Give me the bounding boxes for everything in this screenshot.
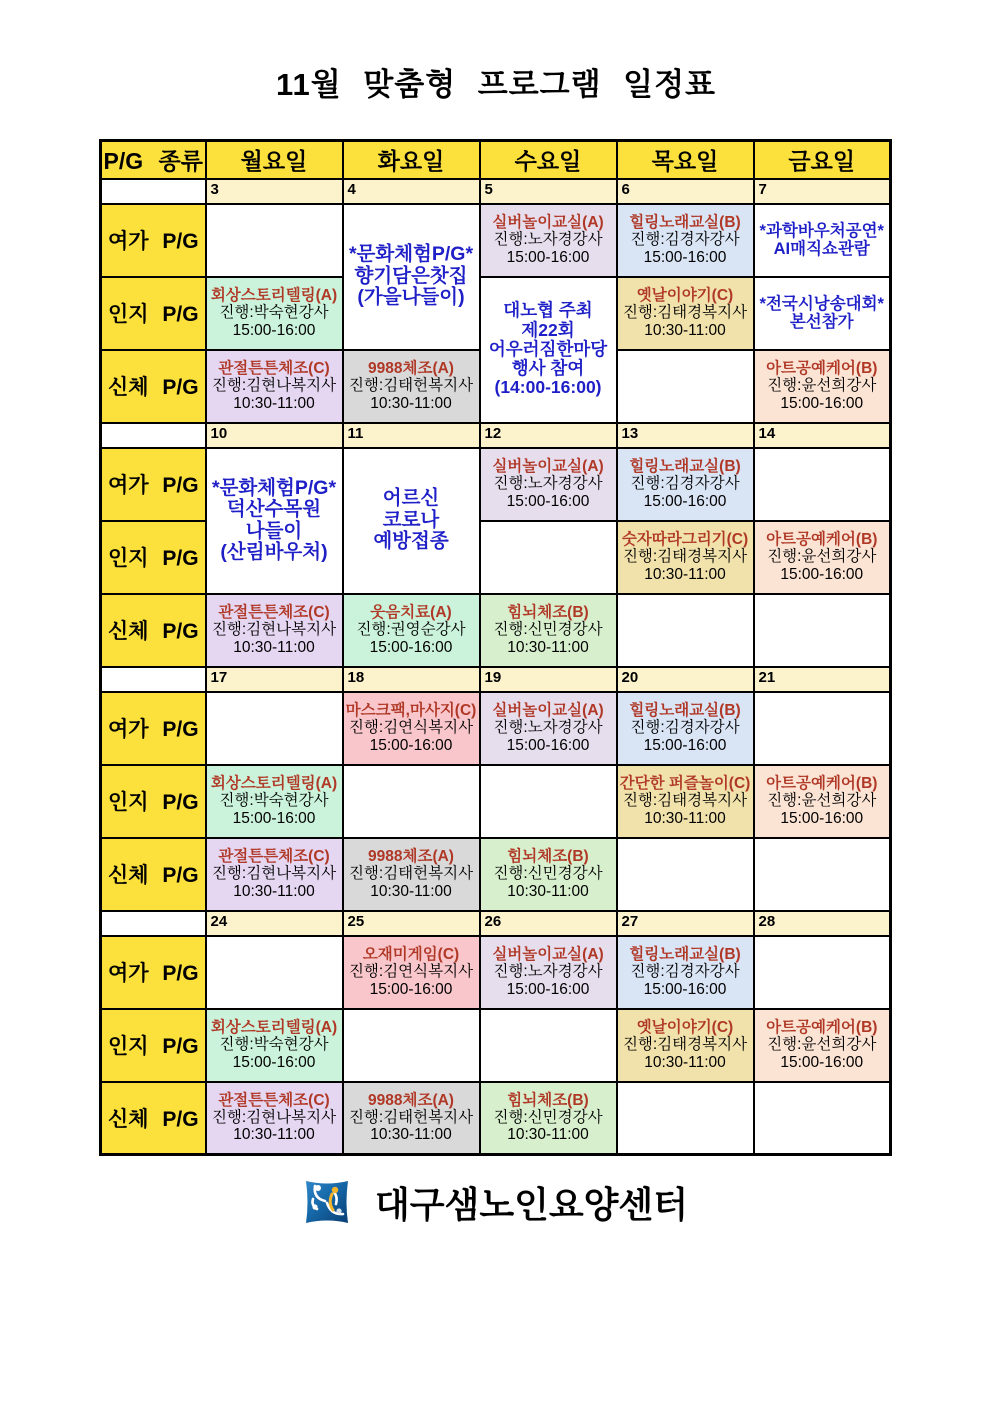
program-title: 옛날이야기(C)	[636, 1019, 734, 1037]
schedule-cell-empty	[480, 1009, 617, 1082]
program-staff: 진행:노자경강사	[493, 719, 603, 737]
program-staff: 진행:윤선희강사	[767, 1036, 877, 1054]
program-title: 아트공예케어(B)	[766, 531, 878, 549]
program-title: 오재미게임(C)	[362, 946, 460, 964]
program-time: 15:00-16:00	[369, 980, 453, 998]
organization-name: 대구샘노인요양센터	[375, 1183, 688, 1225]
event-line: (산림바우처)	[220, 540, 328, 563]
program-time: 10:30-11:00	[370, 882, 452, 900]
program-cell	[617, 521, 754, 594]
event-cell	[754, 204, 891, 277]
program-title: 관절튼튼체조(C)	[218, 360, 330, 378]
schedule-cell-empty	[754, 838, 891, 911]
event-line: *과학바우처공연*	[759, 221, 884, 240]
program-title: 간단한 퍼즐놀이(C)	[619, 775, 751, 793]
event-line: 어우러짐한마당	[488, 338, 608, 359]
program-cell	[617, 277, 754, 350]
program-time: 15:00-16:00	[232, 321, 316, 339]
program-staff: 진행:노자경강사	[493, 963, 603, 981]
program-staff: 진행:김현나복지사	[211, 377, 337, 395]
pg-row-label: 신체 P/G	[101, 1082, 206, 1155]
program-staff: 진행:김경자강사	[630, 475, 740, 493]
pg-row-label: 여가 P/G	[101, 692, 206, 765]
schedule-table	[99, 139, 892, 1156]
event-line: 덕산수목원	[226, 498, 322, 521]
program-cell	[754, 765, 891, 838]
event-line: *전국시낭송대회*	[759, 294, 884, 313]
program-cell	[617, 765, 754, 838]
day-header: 화요일	[343, 141, 480, 179]
program-title: 힐링노래교실(B)	[629, 458, 741, 476]
program-cell	[480, 936, 617, 1009]
program-staff: 진행:김현나복지사	[211, 621, 337, 639]
program-title: 회상스토리텔링(A)	[210, 1019, 338, 1037]
program-title: 웃음치료(A)	[370, 604, 452, 622]
schedule-cell-empty	[206, 692, 343, 765]
program-cell	[206, 1082, 343, 1155]
date-cell: 24	[206, 911, 343, 936]
program-time: 15:00-16:00	[506, 248, 590, 266]
program-title: 실버놀이교실(A)	[492, 458, 604, 476]
program-title: 실버놀이교실(A)	[492, 702, 604, 720]
schedule-cell-empty	[343, 1009, 480, 1082]
program-title: 회상스토리텔링(A)	[210, 287, 338, 305]
date-cell: 21	[754, 667, 891, 692]
program-time: 15:00-16:00	[506, 736, 590, 754]
program-title: 힘뇌체조(B)	[507, 604, 589, 622]
program-time: 10:30-11:00	[507, 882, 589, 900]
program-staff: 진행:김연식복지사	[348, 963, 474, 981]
pg-row-label: 신체 P/G	[101, 350, 206, 423]
event-line: 행사 참여	[511, 358, 585, 379]
date-cell: 19	[480, 667, 617, 692]
program-cell	[617, 448, 754, 521]
program-cell	[617, 936, 754, 1009]
program-cell	[754, 1009, 891, 1082]
program-staff: 진행:김태경복지사	[622, 548, 748, 566]
program-cell	[480, 594, 617, 667]
program-cell	[343, 838, 480, 911]
event-cell	[343, 204, 480, 350]
date-cell: 10	[206, 423, 343, 448]
program-staff: 진행:박숙현강사	[219, 304, 329, 322]
date-cell: 14	[754, 423, 891, 448]
program-cell	[480, 838, 617, 911]
date-row-spacer	[101, 667, 206, 692]
event-line: 코로나	[382, 508, 440, 531]
program-time: 15:00-16:00	[506, 492, 590, 510]
program-cell	[617, 692, 754, 765]
program-staff: 진행:김현나복지사	[211, 865, 337, 883]
program-staff: 진행:윤선희강사	[767, 792, 877, 810]
program-staff: 진행:김경자강사	[630, 963, 740, 981]
schedule-cell-empty	[754, 448, 891, 521]
program-cell	[206, 350, 343, 423]
event-line: (가을나들이)	[357, 286, 465, 309]
day-header: 목요일	[617, 141, 754, 179]
schedule-cell-empty	[754, 692, 891, 765]
pg-row-label: 여가 P/G	[101, 936, 206, 1009]
program-time: 15:00-16:00	[232, 1053, 316, 1071]
program-time: 15:00-16:00	[643, 492, 727, 510]
program-title: 9988체조(A)	[368, 1092, 454, 1110]
program-title: 아트공예케어(B)	[766, 775, 878, 793]
program-cell	[206, 765, 343, 838]
event-line: (14:00-16:00)	[494, 377, 602, 398]
date-cell: 3	[206, 179, 343, 204]
program-time: 15:00-16:00	[780, 394, 864, 412]
footer	[0, 1170, 992, 1234]
program-time: 10:30-11:00	[233, 1126, 315, 1144]
program-time: 10:30-11:00	[233, 394, 315, 412]
program-title: 마스크팩,마사지(C)	[345, 702, 477, 720]
day-header: 금요일	[754, 141, 891, 179]
program-time: 10:30-11:00	[644, 809, 726, 827]
program-time: 10:30-11:00	[370, 394, 452, 412]
schedule-cell-empty	[480, 521, 617, 594]
program-title: 아트공예케어(B)	[766, 1019, 878, 1037]
event-line: 어르신	[382, 487, 440, 510]
program-staff: 진행:김태경복지사	[622, 1036, 748, 1054]
event-line: 향기담은찻집	[354, 264, 468, 287]
program-cell	[480, 448, 617, 521]
date-cell: 11	[343, 423, 480, 448]
program-title: 관절튼튼체조(C)	[218, 848, 330, 866]
program-title: 힘뇌체조(B)	[507, 1092, 589, 1110]
program-time: 10:30-11:00	[644, 1053, 726, 1071]
program-cell	[480, 1082, 617, 1155]
date-cell: 27	[617, 911, 754, 936]
schedule-cell-empty	[754, 1082, 891, 1155]
date-cell: 20	[617, 667, 754, 692]
date-cell: 13	[617, 423, 754, 448]
date-row-spacer	[101, 911, 206, 936]
program-cell	[754, 521, 891, 594]
program-cell	[206, 1009, 343, 1082]
program-staff: 진행:노자경강사	[493, 475, 603, 493]
program-staff: 진행:김태경복지사	[622, 792, 748, 810]
program-staff: 진행:윤선희강사	[767, 377, 877, 395]
event-line: 본선참가	[789, 313, 854, 331]
program-staff: 진행:김경자강사	[630, 231, 740, 249]
date-cell: 17	[206, 667, 343, 692]
program-staff: 진행:김태헌복지사	[348, 1109, 474, 1127]
event-cell	[343, 448, 480, 594]
program-time: 15:00-16:00	[369, 638, 453, 656]
program-cell	[754, 350, 891, 423]
program-staff: 진행:신민경강사	[493, 621, 603, 639]
day-header: 수요일	[480, 141, 617, 179]
pg-row-label: 인지 P/G	[101, 277, 206, 350]
program-staff: 진행:노자경강사	[493, 231, 603, 249]
pg-row-label: 여가 P/G	[101, 448, 206, 521]
program-time: 15:00-16:00	[643, 736, 727, 754]
page-title: 11월 맞춤형 프로그램 일정표	[275, 66, 716, 102]
program-cell	[343, 1082, 480, 1155]
program-time: 15:00-16:00	[643, 248, 727, 266]
program-time: 10:30-11:00	[644, 321, 726, 339]
event-line: *문화체험P/G*	[211, 476, 337, 499]
program-staff: 진행:신민경강사	[493, 1109, 603, 1127]
event-line: 제22회	[521, 319, 575, 340]
event-line: 나들이	[245, 519, 303, 542]
schedule-cell-empty	[343, 765, 480, 838]
schedule-cell-empty	[206, 204, 343, 277]
pg-row-label: 인지 P/G	[101, 521, 206, 594]
schedule-cell-empty	[754, 594, 891, 667]
program-cell	[206, 838, 343, 911]
program-title: 숫자따라그리기(C)	[621, 531, 749, 549]
pg-row-label: 여가 P/G	[101, 204, 206, 277]
program-cell	[617, 204, 754, 277]
program-staff: 진행:권영순강사	[356, 621, 466, 639]
program-time: 15:00-16:00	[369, 736, 453, 754]
program-title: 옛날이야기(C)	[636, 287, 734, 305]
program-title: 회상스토리텔링(A)	[210, 775, 338, 793]
date-cell: 6	[617, 179, 754, 204]
date-cell: 18	[343, 667, 480, 692]
program-time: 10:30-11:00	[507, 1126, 589, 1144]
pg-row-label: 인지 P/G	[101, 1009, 206, 1082]
pg-row-label: 신체 P/G	[101, 594, 206, 667]
program-title: 실버놀이교실(A)	[492, 946, 604, 964]
program-time: 15:00-16:00	[780, 809, 864, 827]
program-time: 10:30-11:00	[233, 638, 315, 656]
program-time: 15:00-16:00	[643, 980, 727, 998]
schedule-table-wrapper	[99, 139, 892, 1156]
schedule-cell-empty	[617, 594, 754, 667]
center-logo-icon	[304, 1177, 350, 1227]
schedule-cell-empty	[617, 350, 754, 423]
program-cell	[617, 1009, 754, 1082]
program-staff: 진행:윤선희강사	[767, 548, 877, 566]
program-title: 힘뇌체조(B)	[507, 848, 589, 866]
program-title: 관절튼튼체조(C)	[218, 1092, 330, 1110]
program-cell	[343, 594, 480, 667]
date-cell: 4	[343, 179, 480, 204]
program-time: 15:00-16:00	[780, 565, 864, 583]
program-cell	[343, 936, 480, 1009]
date-cell: 26	[480, 911, 617, 936]
event-line: *문화체험P/G*	[348, 243, 474, 266]
program-title: 9988체조(A)	[368, 848, 454, 866]
program-staff: 진행:박숙현강사	[219, 1036, 329, 1054]
program-staff: 진행:김태헌복지사	[348, 865, 474, 883]
date-cell: 12	[480, 423, 617, 448]
program-time: 10:30-11:00	[507, 638, 589, 656]
date-row-spacer	[101, 423, 206, 448]
program-time: 10:30-11:00	[233, 882, 315, 900]
program-cell	[206, 594, 343, 667]
date-cell: 28	[754, 911, 891, 936]
schedule-cell-empty	[480, 765, 617, 838]
schedule-cell-empty	[206, 936, 343, 1009]
program-staff: 진행:김태헌복지사	[348, 377, 474, 395]
program-cell	[343, 350, 480, 423]
schedule-cell-empty	[754, 936, 891, 1009]
date-cell: 25	[343, 911, 480, 936]
program-title: 아트공예케어(B)	[766, 360, 878, 378]
program-time: 10:30-11:00	[644, 565, 726, 583]
schedule-cell-empty	[617, 1082, 754, 1155]
event-line: AI매직쇼관람	[773, 240, 870, 258]
program-time: 15:00-16:00	[232, 809, 316, 827]
program-cell	[343, 692, 480, 765]
event-line: 대노협 주최	[503, 300, 593, 321]
event-line: 예방접종	[373, 530, 449, 553]
program-staff: 진행:신민경강사	[493, 865, 603, 883]
program-time: 10:30-11:00	[370, 1126, 452, 1144]
program-cell	[480, 692, 617, 765]
event-cell	[206, 448, 343, 594]
program-title: 9988체조(A)	[368, 360, 454, 378]
program-time: 15:00-16:00	[780, 1053, 864, 1071]
program-staff: 진행:김현나복지사	[211, 1109, 337, 1127]
date-cell: 5	[480, 179, 617, 204]
program-staff: 진행:김연식복지사	[348, 719, 474, 737]
day-header: 월요일	[206, 141, 343, 179]
program-title: 힐링노래교실(B)	[629, 946, 741, 964]
program-title: 관절튼튼체조(C)	[218, 604, 330, 622]
pg-type-header: P/G 종류	[101, 141, 206, 179]
program-staff: 진행:김경자강사	[630, 719, 740, 737]
schedule-cell-empty	[617, 838, 754, 911]
pg-row-label: 인지 P/G	[101, 765, 206, 838]
program-time: 15:00-16:00	[506, 980, 590, 998]
event-cell	[480, 277, 617, 423]
program-title: 실버놀이교실(A)	[492, 214, 604, 232]
program-title: 힐링노래교실(B)	[629, 702, 741, 720]
event-cell	[754, 277, 891, 350]
program-cell	[480, 204, 617, 277]
program-cell	[206, 277, 343, 350]
program-staff: 진행:박숙현강사	[219, 792, 329, 810]
program-staff: 진행:김태경복지사	[622, 304, 748, 322]
date-cell: 7	[754, 179, 891, 204]
date-row-spacer	[101, 179, 206, 204]
pg-row-label: 신체 P/G	[101, 838, 206, 911]
program-title: 힐링노래교실(B)	[629, 214, 741, 232]
